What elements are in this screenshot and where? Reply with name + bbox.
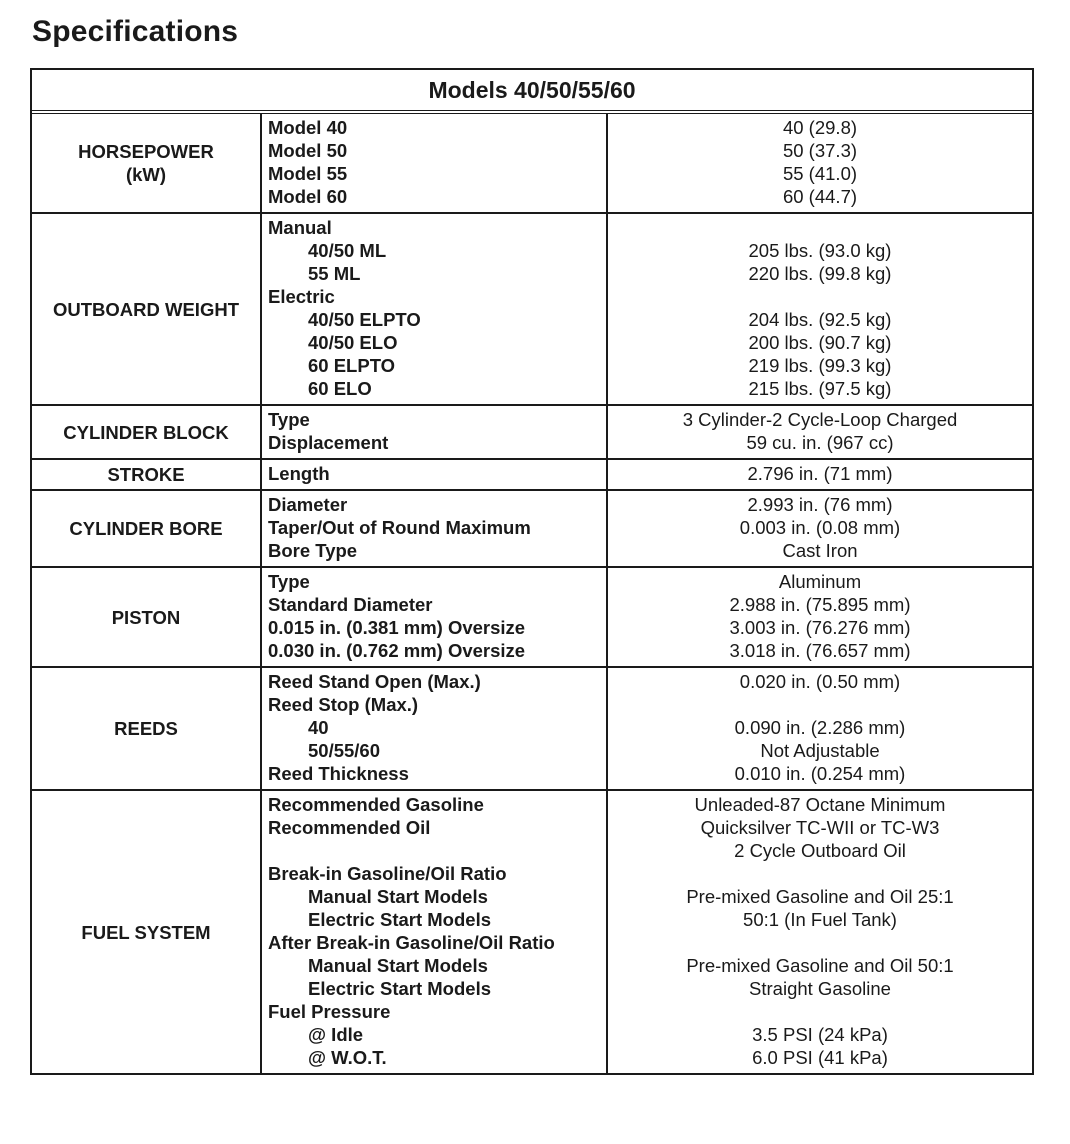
section-labels: [262, 460, 608, 489]
spec-value: 50 (37.3): [782, 140, 858, 161]
spec-label: Electric: [268, 286, 335, 307]
table-body: [32, 114, 1032, 1073]
spec-section: [32, 460, 1032, 491]
spec-label: Electric Start Models: [308, 909, 492, 930]
spec-value: 0.003 in. (0.08 mm): [739, 517, 901, 538]
spec-value: 55 (41.0): [782, 163, 858, 184]
category-line: PISTON: [111, 606, 181, 628]
spec-value: 2.988 in. (75.895 mm): [729, 594, 911, 615]
spec-label: @ W.O.T.: [308, 1047, 387, 1068]
spec-value: 3.003 in. (76.276 mm): [729, 617, 911, 638]
spec-value: 0.020 in. (0.50 mm): [739, 671, 901, 692]
spec-label: Recommended Gasoline: [268, 794, 484, 815]
spec-value: Pre-mixed Gasoline and Oil 25:1: [686, 886, 954, 907]
spec-value: 2.993 in. (76 mm): [747, 494, 893, 515]
spec-label: Diameter: [268, 494, 348, 515]
spec-label: Bore Type: [268, 540, 358, 561]
section-category: [32, 114, 262, 212]
spec-label: Taper/Out of Round Maximum: [268, 517, 531, 538]
spec-section: [32, 491, 1032, 568]
section-values: [608, 791, 1032, 1073]
spec-section: [32, 791, 1032, 1073]
category-line: REEDS: [114, 718, 178, 739]
spec-value: 3.018 in. (76.657 mm): [729, 640, 911, 661]
spec-label: After Break-in Gasoline/Oil Ratio: [268, 932, 555, 953]
spec-label: 0.015 in. (0.381 mm) Oversize: [268, 617, 526, 638]
table-header: Models 40/50/55/60: [32, 70, 1032, 114]
section-values: [608, 668, 1032, 789]
spec-label: Model 40: [268, 117, 348, 138]
spec-label: Model 50: [268, 140, 348, 161]
spec-label: @ Idle: [308, 1024, 364, 1045]
section-category: [32, 568, 262, 666]
section-values: [608, 114, 1032, 212]
section-labels: [262, 491, 608, 566]
spec-value: 40 (29.8): [782, 117, 858, 138]
section-category: [32, 460, 262, 489]
spec-label: Model 55: [268, 163, 348, 184]
category-line: CYLINDER BORE: [69, 518, 223, 539]
section-category: [32, 791, 262, 1073]
section-category: [32, 491, 262, 566]
spec-label: 50/55/60: [308, 740, 381, 761]
spec-label: Manual: [268, 217, 332, 238]
spec-value: 220 lbs. (99.8 kg): [748, 263, 892, 284]
spec-section: [32, 406, 1032, 460]
section-labels: [262, 406, 608, 458]
spec-label: Type: [268, 409, 310, 430]
spec-label: Fuel Pressure: [268, 1001, 391, 1022]
spec-section: [32, 214, 1032, 406]
spec-label: Recommended Oil: [268, 817, 431, 838]
spec-value: 60 (44.7): [782, 186, 858, 207]
section-values: [608, 214, 1032, 404]
spec-label: Reed Stand Open (Max.): [268, 671, 481, 692]
section-labels: [262, 214, 608, 404]
spec-value: 219 lbs. (99.3 kg): [748, 355, 892, 376]
spec-label: 40/50 ELPTO: [308, 309, 421, 330]
spec-label: Reed Thickness: [268, 763, 409, 784]
spec-label: 40/50 ML: [308, 240, 387, 261]
spec-section: [32, 568, 1032, 668]
spec-value: [614, 931, 1026, 954]
section-category: [32, 668, 262, 789]
section-labels: [262, 791, 608, 1073]
spec-value: Unleaded-87 Octane Minimum: [694, 794, 946, 815]
section-values: [608, 491, 1032, 566]
section-category: [32, 214, 262, 404]
spec-label: Manual Start Models: [308, 955, 488, 976]
category-line: OUTBOARD WEIGHT: [52, 298, 239, 320]
spec-label: Standard Diameter: [268, 594, 433, 615]
category-line: STROKE: [107, 464, 185, 485]
spec-label: Model 60: [268, 186, 348, 207]
spec-value: [614, 862, 1026, 885]
spec-value: Not Adjustable: [760, 740, 880, 761]
spec-label: 60 ELO: [308, 378, 372, 399]
category-line: HORSEPOWER: [78, 141, 214, 162]
spec-value: [614, 216, 1026, 239]
spec-label: 60 ELPTO: [308, 355, 396, 376]
section-category: [32, 406, 262, 458]
category-line: FUEL SYSTEM: [81, 921, 211, 943]
spec-label: Displacement: [268, 432, 389, 453]
spec-value: Quicksilver TC-WII or TC-W3: [700, 817, 940, 838]
spec-label: Reed Stop (Max.): [268, 694, 419, 715]
section-labels: [262, 114, 608, 212]
spec-value: [614, 693, 1026, 716]
section-labels: [262, 668, 608, 789]
section-labels: [262, 568, 608, 666]
spec-value: 205 lbs. (93.0 kg): [748, 240, 892, 261]
spec-section: [32, 668, 1032, 791]
spec-value: 50:1 (In Fuel Tank): [743, 909, 897, 930]
spec-value: 204 lbs. (92.5 kg): [748, 309, 892, 330]
spec-label: 40/50 ELO: [308, 332, 398, 353]
category-line: (kW): [125, 164, 167, 185]
spec-value: 2.796 in. (71 mm): [747, 463, 893, 484]
spec-value: 6.0 PSI (41 kPa): [752, 1047, 888, 1068]
spec-value: Straight Gasoline: [749, 978, 891, 999]
spec-label: Break-in Gasoline/Oil Ratio: [268, 863, 507, 884]
spec-label: Electric Start Models: [308, 978, 492, 999]
spec-section: [32, 114, 1032, 214]
spec-table: [30, 68, 1034, 1075]
spec-value: 0.090 in. (2.286 mm): [734, 717, 906, 738]
spec-label: 0.030 in. (0.762 mm) Oversize: [268, 640, 526, 661]
section-values: [608, 568, 1032, 666]
spec-value: 2 Cycle Outboard Oil: [734, 840, 906, 861]
spec-value: 200 lbs. (90.7 kg): [748, 332, 892, 353]
spec-value: Aluminum: [778, 571, 862, 592]
spec-value: 3 Cylinder-2 Cycle-Loop Charged: [682, 409, 958, 430]
spec-value: [614, 1000, 1026, 1023]
spec-value: 59 cu. in. (967 cc): [746, 432, 894, 453]
spec-label: 40: [308, 717, 329, 738]
category-line: CYLINDER BLOCK: [63, 421, 229, 443]
spec-value: Pre-mixed Gasoline and Oil 50:1: [686, 955, 954, 976]
spec-label: 55 ML: [308, 263, 361, 284]
section-values: [608, 406, 1032, 458]
spec-value: 3.5 PSI (24 kPa): [752, 1024, 888, 1045]
spec-value: 0.010 in. (0.254 mm): [734, 763, 906, 784]
spec-value: Cast Iron: [782, 540, 858, 561]
spec-label: Manual Start Models: [308, 886, 488, 907]
spec-label: Type: [268, 571, 310, 592]
spec-label: Length: [268, 463, 330, 484]
spec-value: 215 lbs. (97.5 kg): [748, 378, 892, 399]
spec-value: [614, 285, 1026, 308]
spec-label: [268, 839, 600, 862]
section-values: [608, 460, 1032, 489]
page-title: Specifications: [32, 15, 239, 48]
